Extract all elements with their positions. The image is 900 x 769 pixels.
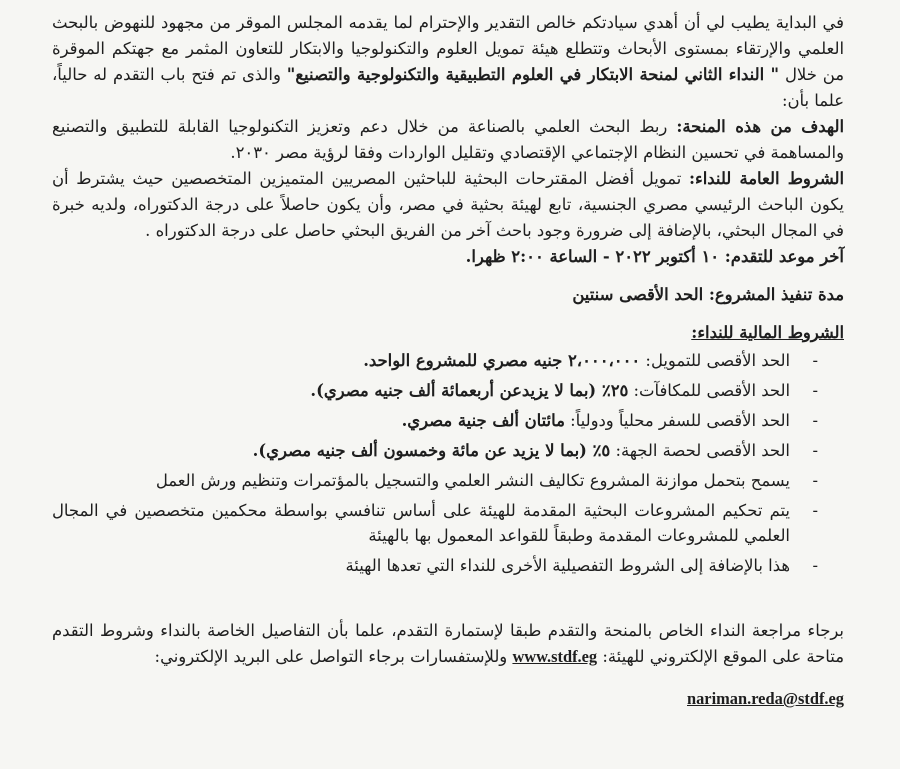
financial-conditions-list [52, 348, 844, 578]
list-item [52, 408, 818, 433]
item-bold: ٥٪ (بما لا يزيد عن مائة وخمسون ألف جنيه مصري). [252, 441, 611, 460]
list-item [52, 498, 818, 548]
closing-text-2: وللإستفسارات برجاء التواصل على البريد الإلكتروني: [154, 647, 513, 666]
list-item [52, 553, 818, 578]
list-item [52, 378, 818, 403]
deadline: آخر موعد للتقدم: ١٠ أكتوبر ٢٠٢٢ - الساعة ٢:٠٠ ظهرا. [465, 247, 844, 266]
item-plain: الحد الأقصى للتمويل: [640, 351, 790, 370]
closing-text-1: برجاء مراجعة النداء الخاص بالمنحة والتقدم طبقا لإستمارة التقدم، علما بأن التفاصيل الخاصة بالنداء وشروط التقدم متاحة على الموقع الإلكتروني للهيئة: [52, 621, 844, 666]
goal-paragraph [52, 114, 844, 166]
bullet-dash: - [812, 556, 818, 575]
list-item [52, 348, 818, 373]
bullet-dash: - [812, 411, 818, 430]
website-link[interactable]: www.stdf.eg [512, 647, 598, 666]
item-bold: مائتان ألف جنية مصري. [401, 411, 565, 430]
list-item [52, 468, 818, 493]
item-plain: يتم تحكيم المشروعات البحثية المقدمة للهيئة على أساس تنافسي بواسطة محكمين متخصصين في المجال العلمي للمشروعات المقدمة وطبقاً للقواعد المعمول بها بالهيئة [52, 501, 790, 545]
item-bold: ٢٥٪ (بما لا يزيدعن أربعمائة ألف جنيه مصري). [310, 381, 629, 400]
goal-text: ربط البحث العلمي بالصناعة من خلال دعم وتعزيز التكنولوجيا القابلة للتطبيق والتصنيع والمساهمة في تحسين النظام الإجتماعي الإقتصادي وتقليل الواردات وفقا لرؤية مصر ٢٠٣٠. [52, 117, 844, 162]
item-plain: الحد الأقصى للسفر محلياً ودولياً: [564, 411, 790, 430]
call-name: " النداء الثاني لمنحة الابتكار في العلوم التطبيقية والتكنولوجية والتصنيع" [286, 65, 780, 84]
general-conditions-paragraph [52, 166, 844, 244]
closing-paragraph [52, 618, 844, 670]
bullet-dash: - [812, 351, 818, 370]
item-plain: يسمح بتحمل موازنة المشروع تكاليف النشر العلمي والتسجيل بالمؤتمرات وتنظيم ورش العمل [155, 471, 790, 490]
goal-label: الهدف من هذه المنحة: [676, 117, 844, 136]
intro-text-1: في البداية يطيب لي أن أهدي سيادتكم خالص التقدير والإحترام لما يقدمه المجلس الموقر من مجهود للنهوض بالبحث العلمي والإرتقاء بمستوى الأبحاث وتتطلع هيئة تمويل العلوم والتكنولوجيا والابتكار للتعاون المثمر مع جهتكم الموقرة من خلال [52, 13, 845, 84]
email-line [52, 686, 844, 712]
email-link[interactable]: nariman.reda@stdf.eg [687, 689, 844, 709]
project-duration: مدة تنفيذ المشروع: الحد الأقصى سنتين [572, 285, 844, 304]
general-conditions-label: الشروط العامة للنداء: [689, 169, 844, 188]
item-plain: هذا بالإضافة إلى الشروط التفصيلية الأخرى للنداء التي تعدها الهيئة [345, 556, 790, 575]
financial-heading: الشروط المالية للنداء: [691, 323, 844, 342]
general-conditions-text: تمويل أفضل المقترحات البحثية للباحثين المصريين المتميزين المتخصصين حيث يشترط أن يكون الباحث الرئيسي مصري الجنسية، تابع لهيئة بحثية في مصر، وأن يكون حاصلاً على درجة الدكتوراه، ولديه خبرة في المجال البحثي، بالإضافة إلى ضرورة وجود باحث آخر من الفريق البحثي حاصل على درجة الدكتوراه . [52, 169, 844, 240]
item-plain: الحد الأقصى لحصة الجهة: [610, 441, 790, 460]
bullet-dash: - [812, 471, 818, 490]
bullet-dash: - [812, 501, 818, 520]
intro-text-2: والذى تم فتح باب التقدم له حالياً، علما بأن: [52, 65, 844, 110]
item-bold: ٢،٠٠٠،٠٠٠ جنيه مصري للمشروع الواحد. [363, 351, 641, 370]
item-plain: الحد الأقصى للمكافآت: [628, 381, 790, 400]
intro-paragraph [52, 10, 844, 114]
bullet-dash: - [812, 381, 818, 400]
list-item [52, 438, 818, 463]
bullet-dash: - [812, 441, 818, 460]
